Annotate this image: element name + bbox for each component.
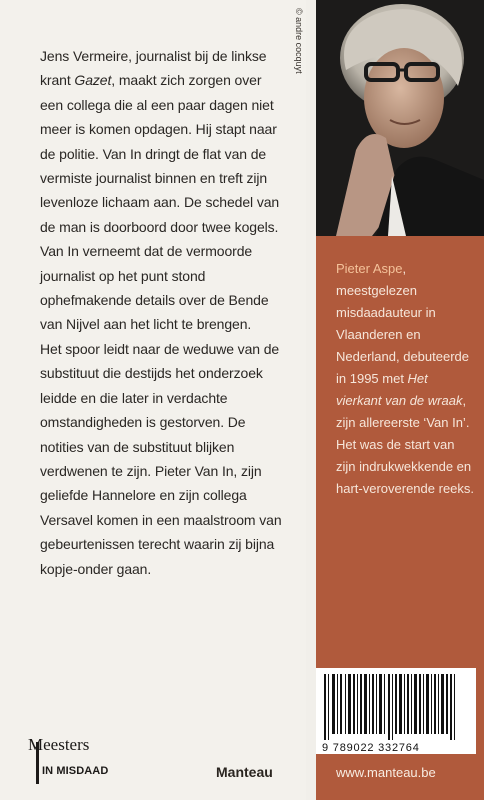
newspaper-name: Gazet: [74, 72, 112, 89]
publisher-website: www.manteau.be: [336, 765, 436, 780]
blurb-paragraph-1: [40, 44, 288, 337]
series-logo-title: Meesters: [28, 735, 90, 754]
isbn-number: 9 789022 332764: [322, 742, 420, 754]
publisher-name: Manteau: [216, 764, 273, 780]
bio-part-b: , zijn allereerste ‘Van In’. Het was de start van zijn indrukwekkende en hart-veroverende reeks.: [336, 393, 475, 496]
blurb-paragraph-2: Het spoor leidt naar de weduwe van de substituut die destijds het onderzoek leidde en die later in verdachte omstandigheden is gestorven. De notities van de substituut blijken verdwenen te zijn. Pieter Van In, zijn geliefde Hannelore en zijn collega Versavel komen in een maalstroom van gebeurtenissen terecht waarin zij bijna kopje-onder gaan.: [40, 340, 282, 577]
blurb-text: [40, 44, 288, 581]
photo-credit: © andre cocquyt: [294, 8, 304, 74]
blurb-p1-part-b: , maakt zich zorgen over een collega die al een paar dagen niet meer is komen opdagen. Hij stapt naar de politie. Van In dringt de flat van de vermiste journalist binnen en treft zijn levenloze lichaam aan. De schedel van de man is doorboord door twee kogels. Van In verneemt dat de vermoorde journalist op het punt stond ophefmakende details over de Bende van Nijvel aan het licht te brengen.: [40, 72, 280, 333]
author-name: Pieter Aspe: [336, 261, 403, 276]
author-portrait-illustration: [316, 0, 484, 236]
debut-book-title: Het vierkant van de wraak: [336, 371, 463, 408]
blurb-p1-part-a: Jens Vermeire, journalist bij de linkse krant: [40, 48, 267, 89]
bio-part-a: , meestgelezen misdaadauteur in Vlaanderen en Nederland, debuteerde in 1995 met: [336, 261, 469, 386]
author-photo: [316, 0, 484, 236]
author-bio: [336, 258, 476, 500]
series-logo-subtitle: IN MISDAAD: [42, 765, 109, 777]
